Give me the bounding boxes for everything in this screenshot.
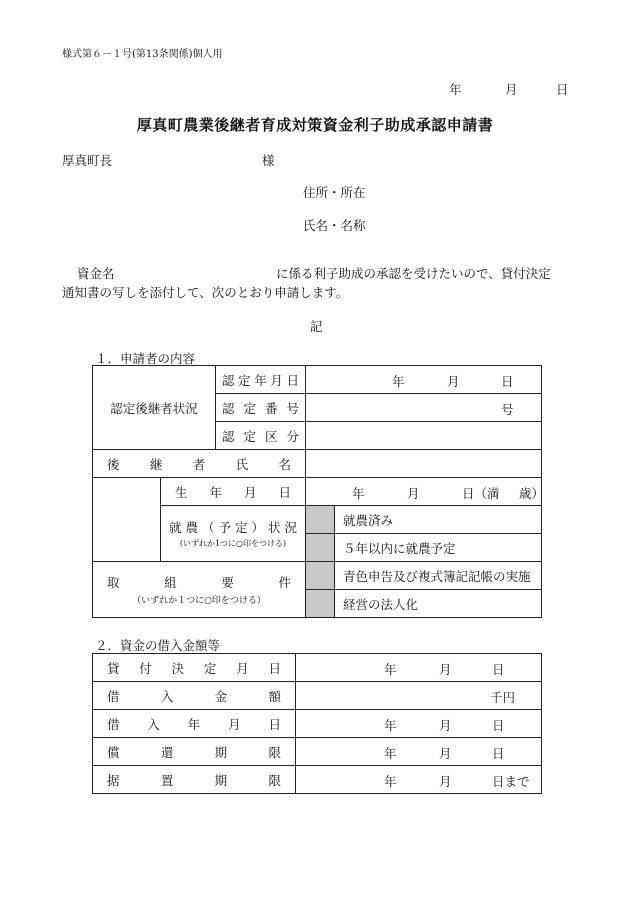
requirements-cell [93, 562, 306, 618]
date-month: 月 [505, 82, 518, 97]
farming-status-note: (いずれか1つに○印をつける) [179, 539, 287, 548]
requirements-label: 取組要件 [107, 575, 292, 590]
loan-row-label: 借入年月日 [93, 710, 296, 738]
loan-value-year: 年 [384, 718, 397, 733]
addressee-label: 厚真町長 [62, 153, 113, 168]
addressee-suffix: 様 [262, 153, 275, 168]
loan-row-value[interactable] [296, 766, 542, 794]
loan-row-label: 償還期限 [93, 738, 296, 766]
successor-indent-cell [93, 478, 161, 562]
requirement-option-1-mark[interactable] [306, 562, 335, 590]
cert-date-label: 認定年月日 [216, 366, 306, 394]
birth-day: 日（満 [462, 486, 500, 501]
cert-category-value[interactable] [306, 422, 542, 450]
farming-option-2: ５年以内に就農予定 [335, 534, 542, 562]
loan-row-label: 借入金額 [93, 682, 296, 710]
cert-date-month: 月 [447, 374, 460, 389]
applicant-table [92, 365, 545, 618]
cert-date-day: 日 [501, 374, 514, 389]
farming-option-2-mark[interactable] [306, 534, 335, 562]
date-year: 年 [449, 82, 462, 97]
ki-label: 記 [310, 319, 323, 334]
address-label: 住所・所在 [303, 185, 366, 200]
cert-date-value[interactable] [306, 366, 542, 394]
birth-age: 歳） [519, 486, 545, 501]
birthdate-value[interactable] [306, 478, 545, 506]
requirement-option-2-mark[interactable] [306, 590, 335, 618]
cert-number-label: 認定番号 [216, 394, 306, 422]
cert-category-label: 認定区分 [216, 422, 306, 450]
section1-heading: １．申請者の内容 [95, 351, 196, 366]
loan-row [93, 738, 542, 766]
loan-value-year: 年 [384, 746, 397, 761]
birthdate-label: 生年月日 [161, 478, 306, 506]
loan-value-unit: 千円 [490, 690, 516, 705]
loan-row [93, 766, 542, 794]
successor-status-cell [93, 366, 216, 450]
loan-value-month: 月 [439, 774, 452, 789]
loan-value-day: 日 [492, 746, 505, 761]
loan-value-day: 日 [492, 662, 505, 677]
farming-option-1: 就農済み [335, 506, 542, 534]
loan-value-month: 月 [439, 718, 452, 733]
date-day: 日 [556, 82, 569, 97]
cert-number-value[interactable] [306, 394, 542, 422]
loan-row-value[interactable] [296, 654, 542, 682]
loan-row [93, 654, 542, 682]
name-label: 氏名・名称 [303, 218, 366, 233]
section2-heading: ２．資金の借入金額等 [95, 638, 221, 653]
cert-number-suffix: 号 [501, 402, 514, 417]
loan-row-value[interactable] [296, 738, 542, 766]
farming-option-1-mark[interactable] [306, 506, 335, 534]
form-code: 様式第６－１号(第13条関係)個人用 [62, 49, 223, 60]
birth-month: 月 [407, 486, 420, 501]
loan-row-label: 貸付決定月日 [93, 654, 296, 682]
loan-row [93, 710, 542, 738]
loan-row [93, 682, 542, 710]
farming-status-cell [161, 506, 306, 562]
body-line2: 通知書の写しを添付して、次のとおり申請します。 [62, 285, 349, 300]
birth-year: 年 [352, 486, 365, 501]
cert-date-year: 年 [392, 374, 405, 389]
page-title: 厚真町農業後継者育成対策資金利子助成承認申請書 [136, 116, 494, 134]
loan-value-month: 月 [439, 662, 452, 677]
loan-row-value[interactable] [296, 710, 542, 738]
loan-table [92, 653, 542, 794]
loan-value-month: 月 [439, 746, 452, 761]
requirement-option-2: 経営の法人化 [335, 590, 542, 618]
fund-label: 資金名 [77, 266, 115, 281]
body-line1: に係る利子助成の承認を受けたいので、貸付決定 [276, 266, 551, 281]
farming-status-label: 就農（予定）状況 [169, 520, 298, 535]
loan-row-label: 据置期限 [93, 766, 296, 794]
loan-row-value[interactable] [296, 682, 542, 710]
requirements-note: （いずれか１つに○印をつける） [132, 596, 266, 606]
loan-value-year: 年 [384, 662, 397, 677]
loan-value-year: 年 [384, 774, 397, 789]
successor-name-value[interactable] [306, 450, 542, 478]
requirement-option-1: 青色申告及び複式簿記記帳の実施 [335, 562, 542, 590]
successor-name-label: 後継者氏名 [93, 450, 306, 478]
loan-value-day: 日まで [492, 774, 530, 789]
loan-value-day: 日 [492, 718, 505, 733]
successor-status-label: 認定後継者状況 [110, 400, 198, 416]
